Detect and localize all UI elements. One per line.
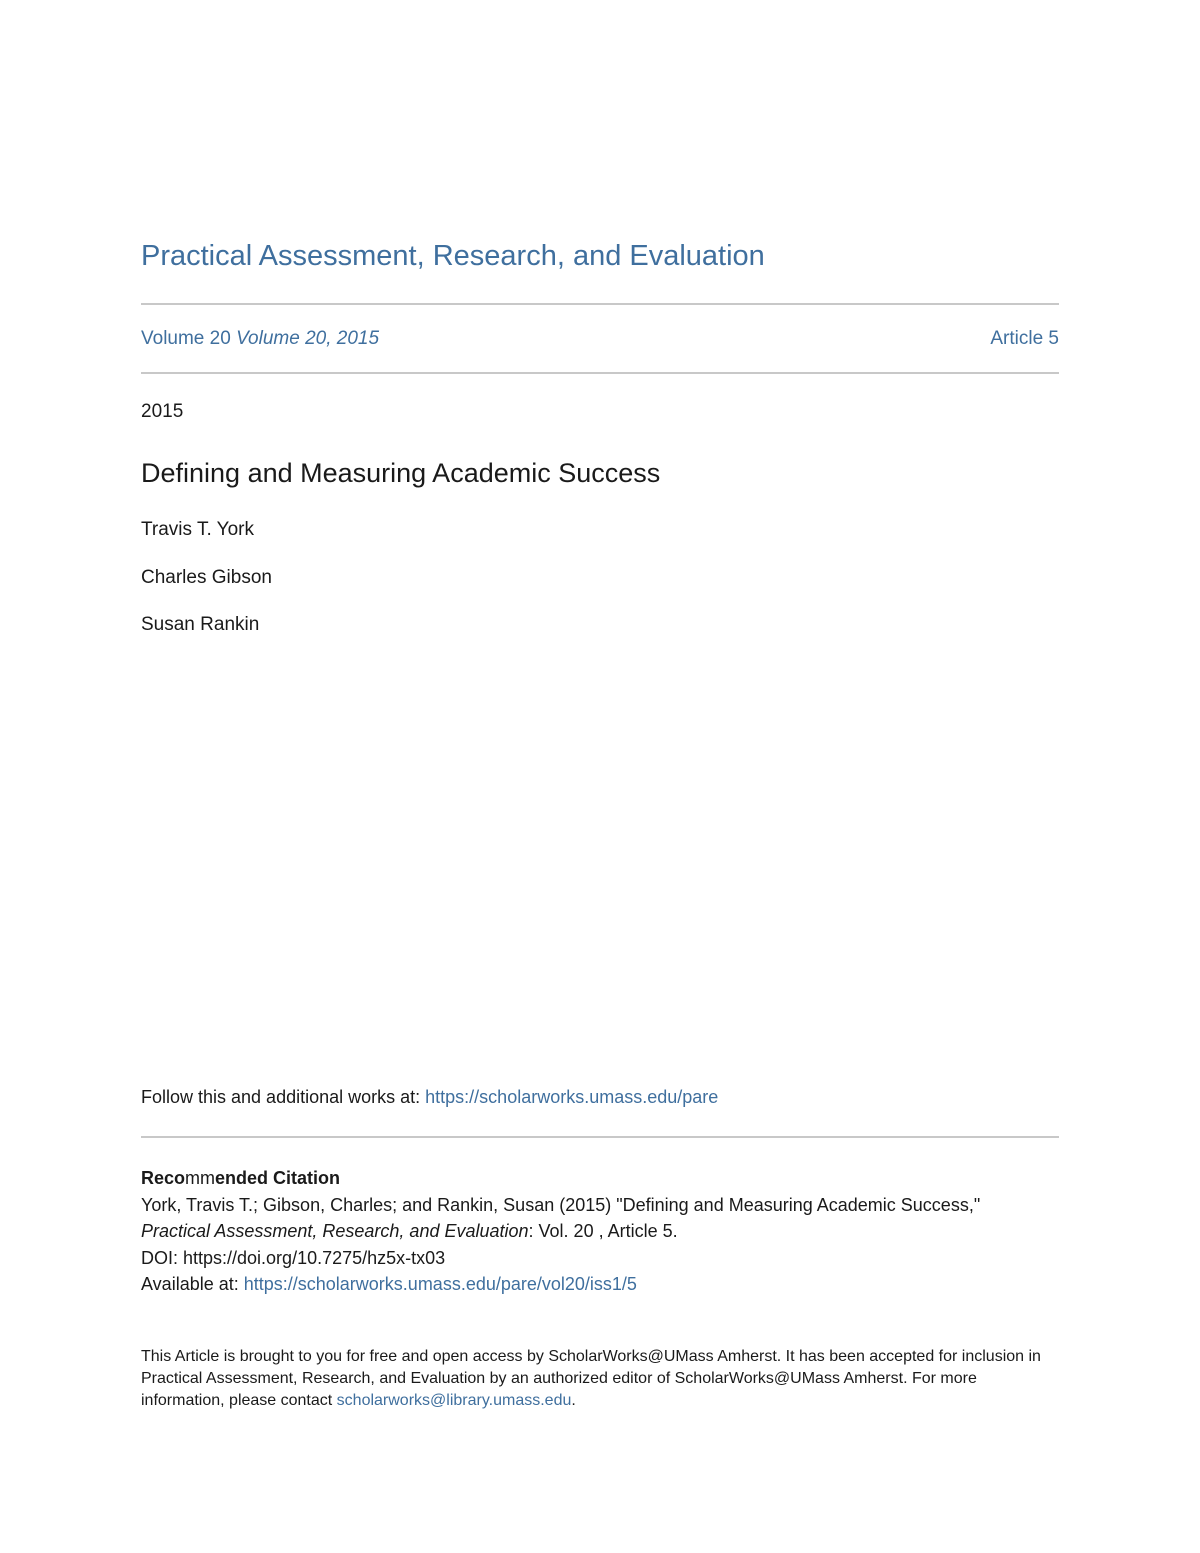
volume-link[interactable]: Volume 20	[141, 328, 231, 349]
journal-title[interactable]: Practical Assessment, Research, and Evaluation	[141, 240, 765, 272]
author-3: Susan Rankin	[141, 614, 260, 635]
citation-doi: DOI: https://doi.org/10.7275/hz5x-tx03	[141, 1247, 446, 1268]
follow-url-link[interactable]: https://scholarworks.umass.edu/pare	[425, 1087, 719, 1107]
issue-link[interactable]: Volume 20, 2015	[236, 328, 380, 349]
recommended-citation	[141, 1165, 1059, 1298]
article-number-link[interactable]: Article 5	[990, 328, 1059, 349]
citation-available: Available at: https://scholarworks.umass.edu/pare/vol20/iss1/5	[141, 1274, 637, 1294]
volume-line	[141, 328, 1059, 350]
access-notice: This Article is brought to you for free and open access by ScholarWorks@UMass Amherst. It has been accepted for inclusion in Practical Assessment, Research, and Evaluation by an authorized editor of ScholarWorks@UMass Amherst. For more information, please contact scholarworks@library.umass.edu.	[141, 1348, 1041, 1409]
article-title: Defining and Measuring Academic Success	[141, 458, 661, 488]
citation-heading: Recommended Citation	[141, 1168, 341, 1188]
follow-line	[141, 1087, 718, 1108]
citation-line-1: York, Travis T.; Gibson, Charles; and Rankin, Susan (2015) "Defining and Measuring Academic Success,"	[141, 1194, 981, 1215]
divider-top	[141, 303, 1059, 305]
contact-email-link[interactable]: scholarworks@library.umass.edu	[336, 1392, 572, 1409]
divider-bottom	[141, 1136, 1059, 1138]
access-notice-text: This Article is brought to you for free and open access by ScholarWorks@UMass Amherst. It has been accepted for inclusion in Practical Assessment, Research, and Evaluation by an authorized editor of ScholarWorks@UMass Amherst. For more information, please contact	[141, 1348, 1041, 1409]
divider-volume	[141, 372, 1059, 374]
citation-line-2: Practical Assessment, Research, and Evaluation: Vol. 20 , Article 5.	[141, 1221, 678, 1241]
available-url-link[interactable]: https://scholarworks.umass.edu/pare/vol20/iss1/5	[243, 1274, 637, 1294]
author-2: Charles Gibson	[141, 567, 272, 588]
publication-year: 2015	[141, 401, 184, 422]
follow-text: Follow this and additional works at:	[141, 1087, 426, 1107]
citation-journal: Practical Assessment, Research, and Evaluation	[141, 1221, 529, 1241]
author-1: Travis T. York	[141, 519, 254, 540]
